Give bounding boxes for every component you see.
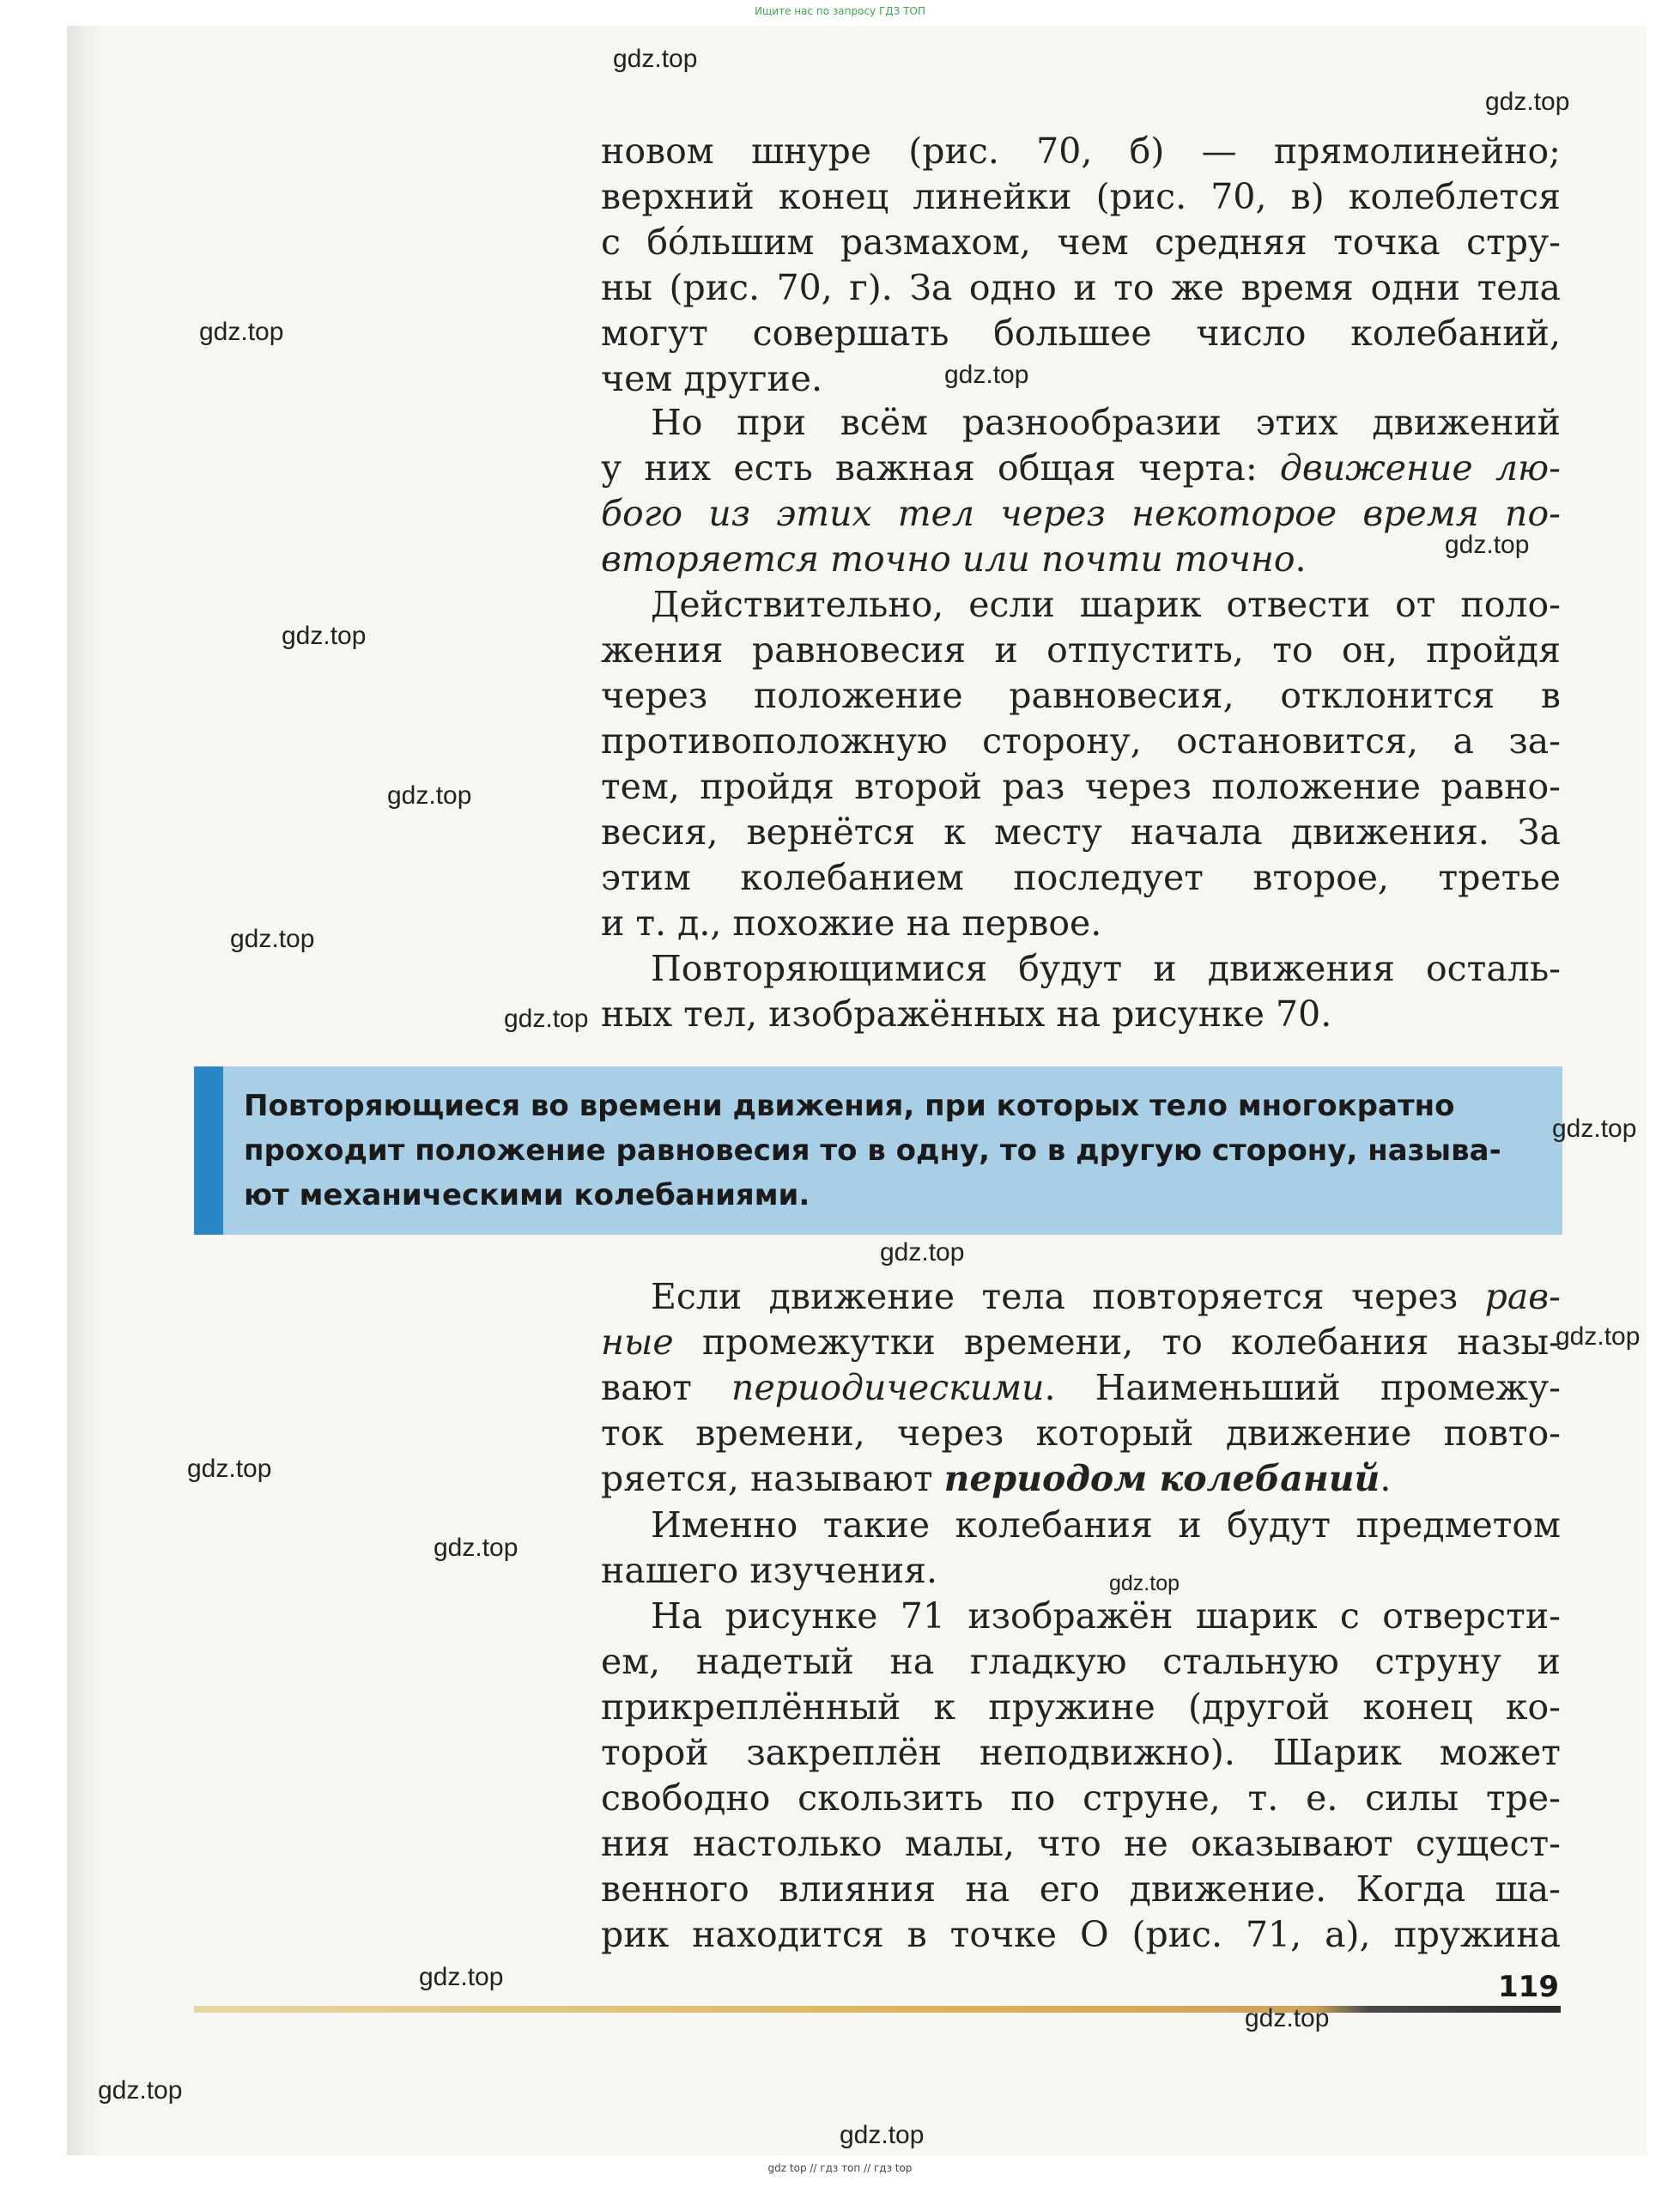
footer-rule <box>194 2006 1561 2013</box>
text-fragment: вают <box>601 1367 732 1408</box>
text-fragment: . <box>1380 1458 1392 1499</box>
text-line: нашего изучения. <box>601 1550 938 1591</box>
text-line: и т. д., похожие на первое. <box>601 902 1102 944</box>
text-line: ны (рис. 70, г). За одно и то же время одни тела <box>601 267 1561 308</box>
text-line: весия, вернётся к месту начала движения. За <box>601 811 1561 853</box>
text-line: торой закреплён неподвижно). Шарик может <box>601 1732 1561 1773</box>
watermark: gdz.top <box>230 925 315 953</box>
watermark: gdz.top <box>1556 1322 1641 1351</box>
watermark: gdz.top <box>98 2076 183 2105</box>
top-banner: Ищите нас по запросу ГДЗ ТОП <box>755 5 925 17</box>
text-line: ем, надетый на гладкую стальную струну и <box>601 1641 1561 1682</box>
text-line: свободно скользить по струне, т. е. силы тре- <box>601 1777 1561 1819</box>
watermark: gdz.top <box>1245 2004 1330 2032</box>
watermark: gdz.top <box>1445 531 1530 559</box>
watermark: gdz.top <box>1485 88 1570 116</box>
text-fragment: ряется, называют <box>601 1458 944 1499</box>
watermark: gdz.top <box>419 1963 504 1991</box>
paragraph-figure-71 <box>601 1594 1561 1958</box>
bold-italic-term: периодом колебаний <box>943 1458 1380 1499</box>
paragraph-continuation <box>601 129 1561 402</box>
text-line: тем, пройдя второй раз через положение равно- <box>601 766 1561 807</box>
text-line <box>601 1365 1561 1411</box>
definition-line: проходит положение равновесия то в одну, то в другую сторону, называ- <box>244 1133 1501 1168</box>
text-line: Действительно, если шарик отвести от поло- <box>651 584 1561 625</box>
text-line: через положение равновесия, отклонится в <box>601 675 1561 716</box>
text-line: венного влияния на его движение. Когда ша- <box>601 1868 1561 1910</box>
text-line <box>601 446 1561 491</box>
text-line <box>601 537 1561 582</box>
definition-callout <box>194 1066 1562 1235</box>
italic-fragment: ные <box>601 1321 674 1363</box>
paragraph-other-bodies <box>601 946 1561 1037</box>
text-line: прикреплённый к пружине (другой конец ко- <box>601 1686 1561 1728</box>
callout-accent-bar <box>194 1066 223 1235</box>
text-line <box>601 491 1561 537</box>
text-line: верхний конец линейки (рис. 70, в) колеблется <box>601 176 1561 217</box>
italic-fragment: вторяется точно или почти точно <box>601 538 1295 580</box>
watermark: gdz.top <box>613 45 698 73</box>
text-line: чем другие. <box>601 358 823 399</box>
italic-fragment: рав- <box>1484 1276 1561 1317</box>
text-line: ния настолько малы, что не оказывают сущест- <box>601 1823 1561 1864</box>
text-line: могут совершать большее число колебаний, <box>601 313 1561 354</box>
page-binding-shadow <box>67 26 101 2155</box>
italic-term: периодическими <box>731 1367 1045 1408</box>
text-fragment: Если движение тела повторяется через <box>651 1276 1485 1317</box>
text-fragment: . <box>1295 538 1307 580</box>
text-line: с бóльшим размахом, чем средняя точка стру- <box>601 222 1561 263</box>
watermark: gdz.top <box>434 1534 519 1562</box>
italic-fragment: движение лю- <box>1279 447 1561 489</box>
watermark: gdz.top <box>387 781 472 810</box>
text-line: ных тел, изображённых на рисунке 70. <box>601 993 1332 1035</box>
definition-line: ют механическими колебаниями. <box>244 1178 810 1212</box>
paragraph-subject <box>601 1503 1561 1594</box>
text-line <box>601 1456 1561 1502</box>
definition-text <box>244 1084 1531 1218</box>
watermark: gdz.top <box>840 2121 925 2149</box>
bottom-banner: gdz top // гдз топ // гдз top <box>767 2162 913 2174</box>
definition-line: Повторяющиеся во времени движения, при которых тело многократно <box>244 1089 1455 1123</box>
text-line: На рисунке 71 изображён шарик с отверсти- <box>651 1595 1561 1637</box>
italic-fragment: бого из этих тел через некоторое время по- <box>601 493 1561 534</box>
watermark: gdz.top <box>199 318 284 346</box>
text-line: этим колебанием последует второе, третье <box>601 857 1561 898</box>
watermark: gdz.top <box>504 1005 589 1033</box>
text-line: новом шнуре (рис. 70, б) — прямолинейно; <box>601 131 1561 172</box>
page-number: 119 <box>1498 1970 1559 2004</box>
watermark: gdz.top <box>187 1455 272 1483</box>
text-line: Именно такие колебания и будут предметом <box>651 1504 1561 1546</box>
watermark: gdz.top <box>1109 1571 1180 1595</box>
text-fragment: у них есть важная общая черта: <box>601 447 1280 489</box>
text-line <box>601 1320 1561 1365</box>
paragraph-common-feature <box>601 400 1561 582</box>
text-line <box>601 1274 1561 1320</box>
text-line: Повторяющимися будут и движения осталь- <box>651 948 1561 989</box>
text-fragment: промежутки времени, то колебания назы- <box>673 1321 1561 1363</box>
text-line: рик находится в точке O (рис. 71, а), пружина <box>601 1914 1561 1955</box>
paragraph-ball-example <box>601 582 1561 946</box>
watermark: gdz.top <box>1552 1115 1637 1143</box>
watermark: gdz.top <box>282 622 367 650</box>
watermark: gdz.top <box>944 361 1029 389</box>
text-line: Но при всём разнообразии этих движений <box>651 402 1561 443</box>
text-fragment: . Наименьший промежу- <box>1044 1367 1561 1408</box>
text-line: противоположную сторону, остановится, а за- <box>601 720 1561 762</box>
watermark: gdz.top <box>880 1238 965 1267</box>
paragraph-periodic <box>601 1274 1561 1502</box>
text-line: жения равновесия и отпустить, то он, пройдя <box>601 629 1561 671</box>
text-line: ток времени, через который движение повто- <box>601 1412 1561 1454</box>
